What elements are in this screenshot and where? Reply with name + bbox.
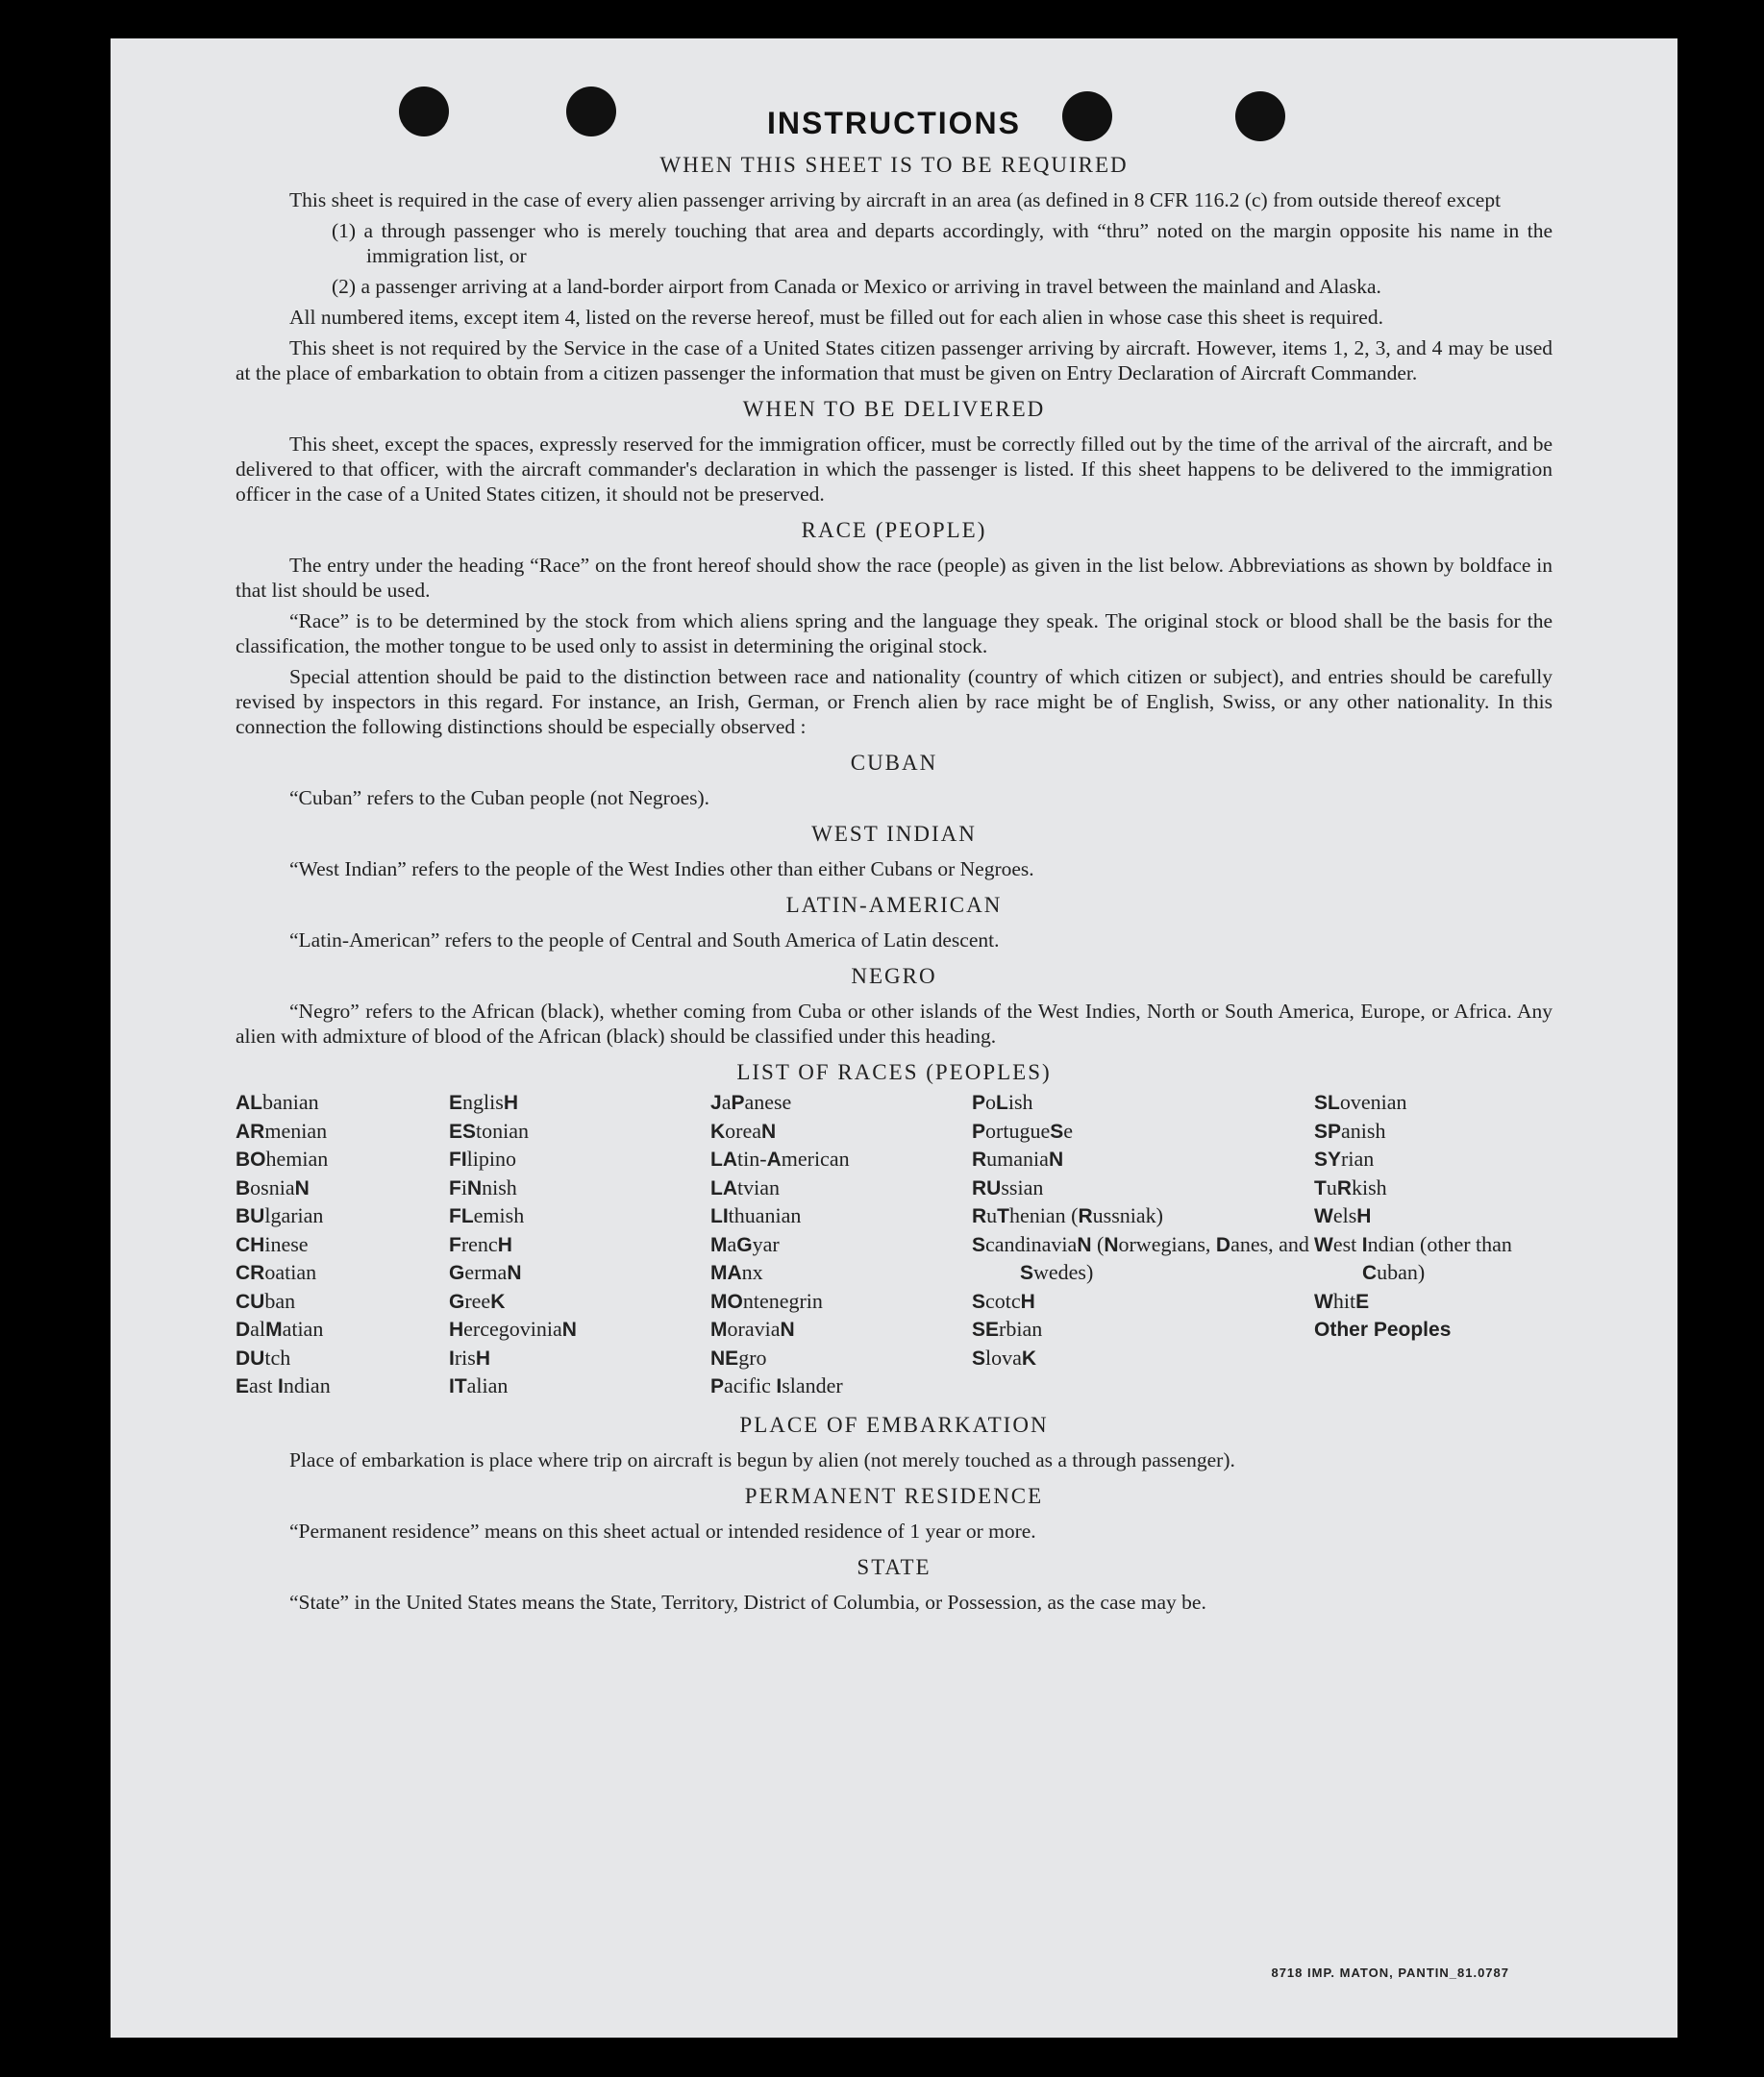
section-heading: CUBAN: [850, 751, 938, 775]
race-entry: IrisH: [449, 1345, 491, 1370]
race-entry: LAtvian: [710, 1174, 780, 1199]
race-entry: MAnx: [710, 1260, 763, 1284]
race-entry: SLovenian: [1314, 1090, 1407, 1114]
race-entry: NEgro: [710, 1345, 767, 1370]
race-entry: LIthuanian: [710, 1203, 802, 1227]
race-entry: ScotcH: [972, 1288, 1035, 1313]
race-entry: WhitE: [1314, 1288, 1370, 1313]
paragraph: “Race” is to be determined by the stock from which aliens spring and the language they speak. The original stock or blood shall be the basis for the classification, the mother tongue to be used only to assist in determining the original stock.: [236, 609, 1553, 657]
race-entry: BOhemian: [236, 1147, 329, 1171]
race-entry: JaPanese: [710, 1090, 792, 1114]
race-entry: FrencH: [449, 1231, 512, 1256]
race-entry: BUlgarian: [236, 1203, 324, 1227]
race-entry: DalMatian: [236, 1317, 324, 1341]
race-entry: KoreaN: [710, 1118, 777, 1143]
race-entry: Other Peoples: [1314, 1319, 1452, 1341]
race-entry: RUssian: [972, 1174, 1044, 1199]
race-entry: BosniaN: [236, 1174, 310, 1199]
race-entry: CHinese: [236, 1231, 309, 1256]
section-heading: STATE: [857, 1554, 932, 1579]
race-entry: West Indian (other than Cuban): [1314, 1231, 1512, 1284]
paragraph: “State” in the United States means the State, Territory, District of Columbia, or Possession, as the case may be.: [289, 1590, 1206, 1614]
race-entry: FLemish: [449, 1203, 525, 1227]
paragraph: “Negro” refers to the African (black), whether coming from Cuba or other islands of the West Indies, North or South America, Europe, or Africa. Any alien with admixture of blood of the African (black) should be classified under this heading.: [236, 1000, 1553, 1048]
paragraph: This sheet is not required by the Service in the case of a United States citizen passenger arriving by aircraft. However, items 1, 2, 3, and 4 may be used at the place of embarkation to obtain from a citizen passenger the information that must be given on Entry Declaration of Aircraft Commander.: [236, 336, 1553, 384]
paragraph: Place of embarkation is place where trip on aircraft is begun by alien (not merely touched as a through passenger).: [289, 1447, 1235, 1471]
race-entry: SYrian: [1314, 1147, 1375, 1171]
races-list: [236, 1089, 1553, 1401]
section-heading: LIST OF RACES (PEOPLES): [736, 1060, 1052, 1084]
race-entry: LAtin-American: [710, 1147, 850, 1171]
section-heading: RACE (PEOPLE): [801, 518, 987, 542]
races-column: [1314, 1089, 1553, 1401]
list-item: (1) a through passenger who is merely touching that area and departs accordingly, with “thru” noted on the margin opposite his name in the immigration list, or: [332, 219, 1553, 267]
race-entry: EStonian: [449, 1118, 530, 1143]
race-entry: HercegoviniaN: [449, 1317, 577, 1341]
document-sheet: [111, 38, 1677, 2038]
paragraph: “Latin-American” refers to the people of Central and South America of Latin descent.: [289, 928, 1000, 952]
race-entry: RumaniaN: [972, 1147, 1064, 1171]
race-entry: MOntenegrin: [710, 1288, 823, 1313]
race-entry: CRoatian: [236, 1260, 317, 1284]
paragraph: This sheet is required in the case of every alien passenger arriving by aircraft in an area (as defined in 8 CFR 116.2 (c) from outside thereof except: [289, 188, 1502, 211]
race-entry: PoLish: [972, 1090, 1033, 1114]
page-title: INSTRUCTIONS: [767, 106, 1021, 140]
race-entry: WelsH: [1314, 1203, 1372, 1227]
race-entry: DUtch: [236, 1345, 291, 1370]
list-item: (2) a passenger arriving at a land-border airport from Canada or Mexico or arriving in travel between the mainland and Alaska.: [332, 275, 1381, 298]
race-entry: ARmenian: [236, 1118, 328, 1143]
race-entry: ALbanian: [236, 1090, 319, 1114]
paragraph: The entry under the heading “Race” on the front hereof should show the race (people) as given in the list below. Abbreviations as shown by boldface in that list should be used.: [236, 554, 1553, 602]
races-column: [972, 1089, 1314, 1401]
races-column: [236, 1089, 449, 1401]
race-entry: GermaN: [449, 1260, 522, 1284]
race-entry: CUban: [236, 1288, 296, 1313]
section-heading: WHEN TO BE DELIVERED: [742, 397, 1046, 421]
section-heading: PLACE OF EMBARKATION: [739, 1412, 1049, 1437]
races-column: [710, 1089, 972, 1401]
race-entry: RuThenian (Russniak): [972, 1203, 1163, 1227]
race-entry: PortugueSe: [972, 1118, 1073, 1143]
paragraph: “Cuban” refers to the Cuban people (not Negroes).: [289, 786, 710, 809]
race-entry: MaGyar: [710, 1231, 780, 1256]
section-heading: WHEN THIS SHEET IS TO BE REQUIRED: [659, 153, 1129, 177]
races-column: [449, 1089, 710, 1401]
race-entry: SPanish: [1314, 1118, 1386, 1143]
section-heading: NEGRO: [851, 964, 937, 988]
printer-imprint: 8718 IMP. MATON, PANTIN_81.0787: [1271, 1966, 1509, 1980]
race-entry: TuRkish: [1314, 1174, 1387, 1199]
paragraph: Special attention should be paid to the distinction between race and nationality (country of which citizen or subject), and entries should be carefully revised by inspectors in this regard. For instance, an Irish, German, or French alien by race might be of English, Swiss, or any other nationality. In this connection the following distinctions should be especially observed :: [236, 665, 1553, 738]
race-entry: Pacific Islander: [710, 1373, 843, 1397]
race-entry: ScandinaviaN (Norwegians, Danes, and Swedes): [972, 1231, 1309, 1284]
paragraph: This sheet, except the spaces, expressly reserved for the immigration officer, must be correctly filled out by the time of the arrival of the aircraft, and be delivered to that officer, with the aircraft commander's declaration in which the passenger is listed. If this sheet happens to be delivered to the immigration officer in the case of a United States citizen, it should not be preserved.: [236, 433, 1553, 506]
race-entry: EnglisH: [449, 1090, 518, 1114]
race-entry: SErbian: [972, 1317, 1043, 1341]
section-heading: LATIN-AMERICAN: [785, 893, 1003, 917]
race-entry: ITalian: [449, 1373, 509, 1397]
paragraph: All numbered items, except item 4, listed on the reverse hereof, must be filled out for each alien in whose case this sheet is required.: [289, 306, 1383, 329]
race-entry: FiNnish: [449, 1174, 517, 1199]
race-entry: East Indian: [236, 1373, 331, 1397]
paragraph: “Permanent residence” means on this sheet actual or intended residence of 1 year or more.: [289, 1519, 1036, 1543]
race-entry: MoraviaN: [710, 1317, 795, 1341]
race-entry: FIlipino: [449, 1147, 517, 1171]
section-heading: PERMANENT RESIDENCE: [744, 1483, 1044, 1508]
paragraph: “West Indian” refers to the people of the West Indies other than either Cubans or Negroes.: [289, 857, 1034, 880]
race-entry: GreeK: [449, 1288, 506, 1313]
section-heading: WEST INDIAN: [811, 822, 977, 846]
race-entry: SlovaK: [972, 1345, 1037, 1370]
document-content: [236, 106, 1553, 1620]
